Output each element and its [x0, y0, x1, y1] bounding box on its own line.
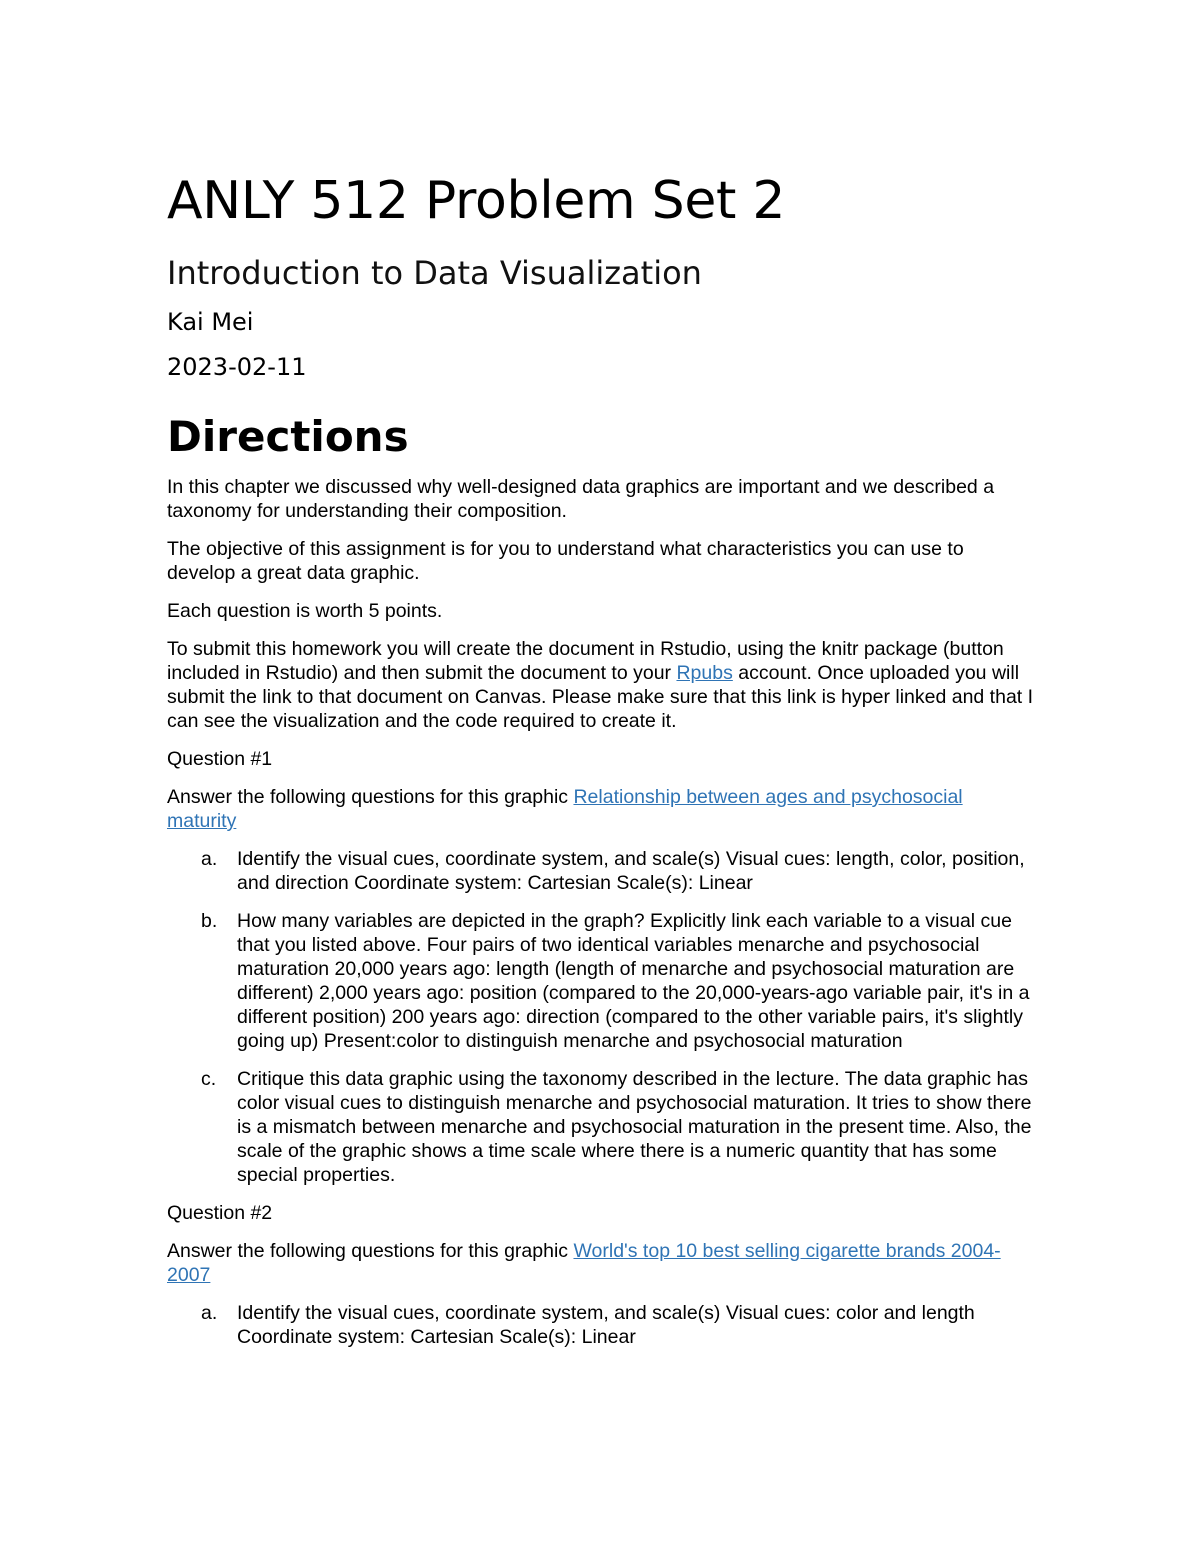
list-item-text: Identify the visual cues, coordinate system, and scale(s) Visual cues: length, color, position, and direction Coordinate system: Cartesian Scale(s): Linear [237, 848, 1025, 894]
question-1-intro-text: Answer the following questions for this graphic [167, 786, 574, 808]
list-marker: c. [201, 1068, 217, 1090]
list-item-text: Critique this data graphic using the taxonomy described in the lecture. The data graphic has color visual cues to distinguish menarche and psychosocial maturation. It tries to show there is a mismatch between menarche and psychosocial maturation in the present time. Also, the scale of the graphic shows a time scale where there is a numeric quantity that has some special properties. [237, 1068, 1032, 1186]
directions-paragraph-4 [167, 637, 1037, 733]
question-1-list [167, 847, 1037, 1187]
document-subtitle: Introduction to Data Visualization [167, 254, 702, 292]
list-marker: b. [201, 910, 218, 932]
question-1-intro [167, 785, 1037, 833]
list-item-text: Identify the visual cues, coordinate system, and scale(s) Visual cues: color and length Coordinate system: Cartesian Scale(s): Linear [237, 1302, 975, 1348]
document-author: Kai Mei [167, 308, 254, 336]
question-2-list [167, 1301, 1037, 1349]
question-2-intro [167, 1239, 1037, 1287]
list-item [167, 1067, 1037, 1187]
directions-paragraph-4-end: account. Once uploaded you will submit the link to that document on Canvas. Please make sure that this link is hyper linked and that I can see the visualization and the code required to create it. [167, 662, 1034, 732]
question-2-intro-text: Answer the following questions for this graphic [167, 1240, 574, 1262]
directions-heading: Directions [167, 412, 409, 461]
list-item [167, 847, 1037, 895]
document-title: ANLY 512 Problem Set 2 [167, 171, 786, 231]
question-1-label: Question #1 [167, 748, 273, 770]
list-item [167, 1301, 1037, 1349]
document-date: 2023-02-11 [167, 353, 307, 381]
list-item [167, 909, 1037, 1053]
directions-paragraph-3: Each question is worth 5 points. [167, 600, 443, 622]
question-1-graphic-link[interactable]: Relationship between ages and psychosocial maturity [167, 786, 963, 832]
directions-paragraph-4-start: To submit this homework you will create the document in Rstudio, using the knitr package (button included in Rstudio) and then submit the document to your [167, 638, 1004, 684]
question-2-graphic-link[interactable]: World's top 10 best selling cigarette brands 2004-2007 [167, 1240, 1001, 1286]
rpubs-link[interactable]: Rpubs [676, 662, 733, 684]
list-marker: a. [201, 848, 218, 870]
list-item-text: How many variables are depicted in the graph? Explicitly link each variable to a visual cue that you listed above. Four pairs of two identical variables menarche and psychosocial maturation 20,000 years ago: length (length of menarche and psychosocial maturation are different) 2,000 years ago: position (compared to the 20,000-years-ago variable pair, it's in a different position) 200 years ago: direction (compared to the other variable pairs, it's slightly going up) Present:color to distinguish menarche and psychosocial maturation [237, 910, 1030, 1052]
directions-paragraph-2: The objective of this assignment is for you to understand what characteristics you can use to develop a great data graphic. [167, 538, 964, 584]
question-2-label: Question #2 [167, 1202, 273, 1224]
document-page [167, 168, 1037, 1363]
list-marker: a. [201, 1302, 218, 1324]
directions-paragraph-1: In this chapter we discussed why well-designed data graphics are important and we described a taxonomy for understanding their composition. [167, 476, 995, 522]
